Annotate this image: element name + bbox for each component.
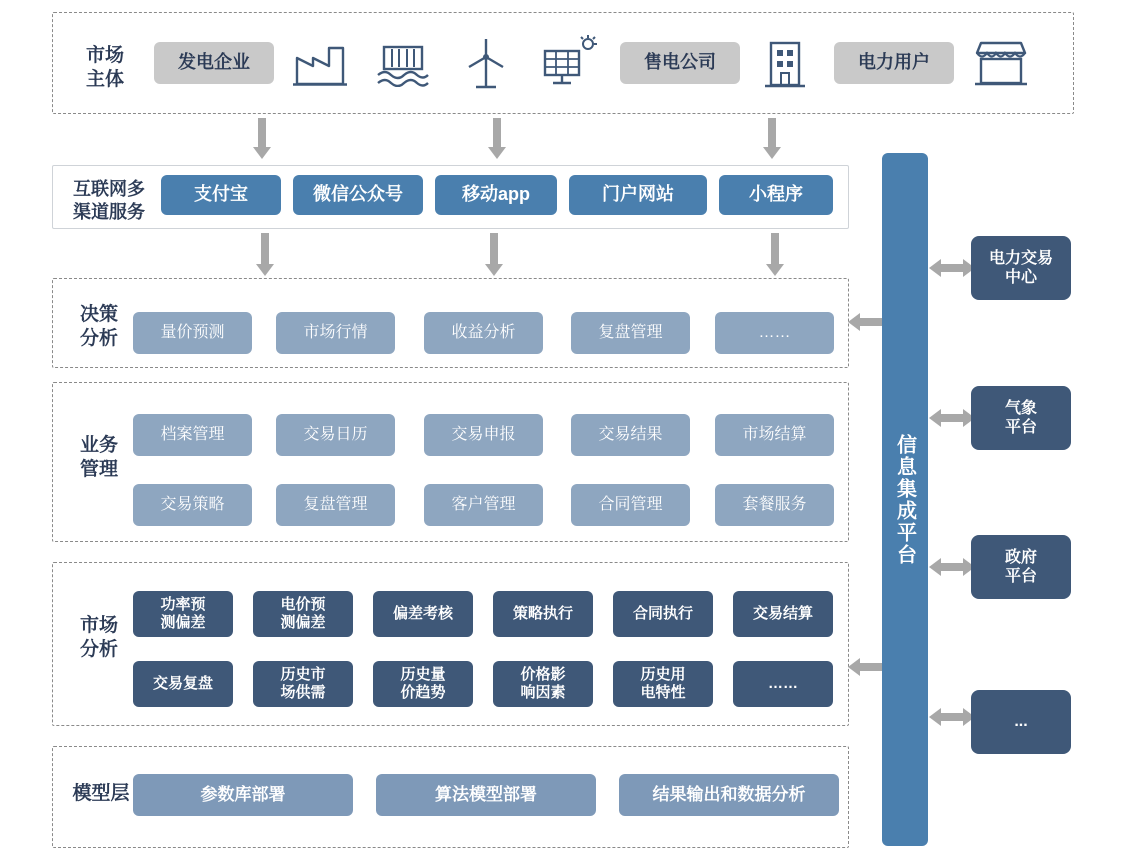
chip-line1: 气象 <box>1004 399 1037 417</box>
chip-line1: 历史量 <box>400 666 446 683</box>
analysis-item-trade-review[interactable]: 交易复盘 <box>133 661 233 707</box>
chip-line2: 测偏差 <box>160 614 206 631</box>
decision-label-line1: 决策 <box>79 304 118 325</box>
arrow-platform-to-weather <box>940 414 964 422</box>
arrow-entities-to-channels-3 <box>768 118 776 148</box>
arrow-decision-to-platform <box>859 318 883 326</box>
channels-label-line2: 渠道服务 <box>73 201 145 222</box>
model-item-parameter-db-deploy[interactable]: 参数库部署 <box>133 774 353 816</box>
wind-turbine-icon <box>457 34 515 92</box>
market-analysis-label-line2: 分析 <box>79 638 118 660</box>
analysis-item-more[interactable]: …… <box>733 661 833 707</box>
chip-line2: 平台 <box>1004 419 1037 436</box>
arrow-entities-to-channels-1 <box>258 118 266 148</box>
analysis-item-power-forecast-deviation[interactable] <box>133 591 233 637</box>
market-analysis-label-line1: 市场 <box>79 615 118 636</box>
business-item-package-service[interactable]: 套餐服务 <box>715 484 834 526</box>
chip-line2: 响因素 <box>520 684 566 701</box>
external-power-trading-center[interactable] <box>971 236 1071 300</box>
analysis-item-strategy-execution[interactable]: 策略执行 <box>493 591 593 637</box>
market-entities-label-line2: 主体 <box>85 68 124 90</box>
arrow-channels-to-decision-1 <box>261 233 269 265</box>
channel-portal-website[interactable]: 门户网站 <box>569 175 707 215</box>
business-item-market-settlement[interactable]: 市场结算 <box>715 414 834 456</box>
chip-line1: 价格影 <box>520 666 566 683</box>
business-management-label <box>68 434 130 482</box>
business-item-trade-strategy[interactable]: 交易策略 <box>133 484 252 526</box>
analysis-item-historical-usage-profile[interactable] <box>613 661 713 707</box>
decision-label-line2: 分析 <box>79 327 118 349</box>
market-entities-label-line1: 市场 <box>85 45 124 66</box>
channel-alipay[interactable]: 支付宝 <box>161 175 281 215</box>
market-analysis-label <box>68 614 130 662</box>
analysis-item-trade-settlement[interactable]: 交易结算 <box>733 591 833 637</box>
chip-line2: 场供需 <box>280 684 326 701</box>
model-layer-label: 模型层 <box>72 783 130 804</box>
entity-power-generation[interactable]: 发电企业 <box>154 42 274 84</box>
information-integration-platform[interactable]: 信息集成平台 <box>882 153 928 846</box>
hydro-plant-icon <box>375 38 431 88</box>
business-label-line1: 业务 <box>79 435 118 456</box>
arrow-platform-to-trading-center <box>940 264 964 272</box>
business-item-contract-management[interactable]: 合同管理 <box>571 484 690 526</box>
channels-label-line1: 互联网多 <box>73 179 145 199</box>
analysis-item-price-forecast-deviation[interactable] <box>253 591 353 637</box>
decision-item-more[interactable]: …… <box>715 312 834 354</box>
analysis-item-price-influence-factors[interactable] <box>493 661 593 707</box>
arrow-entities-to-channels-2 <box>493 118 501 148</box>
arrow-analysis-to-platform <box>859 663 883 671</box>
chip-line2: 价趋势 <box>400 684 446 701</box>
decision-analysis-label <box>68 303 130 351</box>
chip-line2: 平台 <box>1004 568 1037 585</box>
chip-line2: 测偏差 <box>280 614 326 631</box>
decision-item-revenue-analysis[interactable]: 收益分析 <box>424 312 543 354</box>
channel-mobile-app[interactable]: 移动app <box>435 175 557 215</box>
channels-label <box>60 178 158 223</box>
external-more[interactable]: ... <box>971 690 1071 754</box>
arrow-channels-to-decision-3 <box>771 233 779 265</box>
business-item-trade-calendar[interactable]: 交易日历 <box>276 414 395 456</box>
analysis-item-deviation-assessment[interactable]: 偏差考核 <box>373 591 473 637</box>
analysis-item-contract-execution[interactable]: 合同执行 <box>613 591 713 637</box>
chip-line2: 电特性 <box>640 684 686 701</box>
business-item-trade-result[interactable]: 交易结果 <box>571 414 690 456</box>
chip-line2: 中心 <box>1004 269 1037 286</box>
model-item-algorithm-model-deploy[interactable]: 算法模型部署 <box>376 774 596 816</box>
business-item-trade-declaration[interactable]: 交易申报 <box>424 414 543 456</box>
entity-power-user[interactable]: 电力用户 <box>834 42 954 84</box>
business-item-archive-management[interactable]: 档案管理 <box>133 414 252 456</box>
chip-line1: 政府 <box>1004 548 1037 566</box>
chip-line1: 历史市 <box>280 666 326 683</box>
market-entities-label <box>70 44 140 92</box>
chip-line1: 历史用 <box>640 666 686 683</box>
solar-panel-icon <box>538 34 600 90</box>
chip-line1: 电价预 <box>280 596 326 613</box>
decision-item-price-forecast[interactable]: 量价预测 <box>133 312 252 354</box>
arrow-platform-to-government <box>940 563 964 571</box>
chip-line1: 电力交易 <box>988 249 1053 267</box>
analysis-item-historical-market-supply-demand[interactable] <box>253 661 353 707</box>
business-item-review-management[interactable]: 复盘管理 <box>276 484 395 526</box>
channel-mini-program[interactable]: 小程序 <box>719 175 833 215</box>
analysis-item-historical-volume-price-trend[interactable] <box>373 661 473 707</box>
factory-icon <box>292 38 348 88</box>
channel-wechat-official[interactable]: 微信公众号 <box>293 175 423 215</box>
model-item-result-output-analysis[interactable]: 结果输出和数据分析 <box>619 774 839 816</box>
external-weather-platform[interactable] <box>971 386 1071 450</box>
business-item-customer-management[interactable]: 客户管理 <box>424 484 543 526</box>
external-government-platform[interactable] <box>971 535 1071 599</box>
decision-item-market-quote[interactable]: 市场行情 <box>276 312 395 354</box>
decision-item-review-management[interactable]: 复盘管理 <box>571 312 690 354</box>
office-building-icon <box>758 36 812 90</box>
shop-icon <box>972 38 1030 88</box>
entity-electricity-retailer[interactable]: 售电公司 <box>620 42 740 84</box>
chip-line1: 功率预 <box>160 596 206 613</box>
business-label-line2: 管理 <box>79 458 118 480</box>
arrow-channels-to-decision-2 <box>490 233 498 265</box>
arrow-platform-to-more <box>940 713 964 721</box>
